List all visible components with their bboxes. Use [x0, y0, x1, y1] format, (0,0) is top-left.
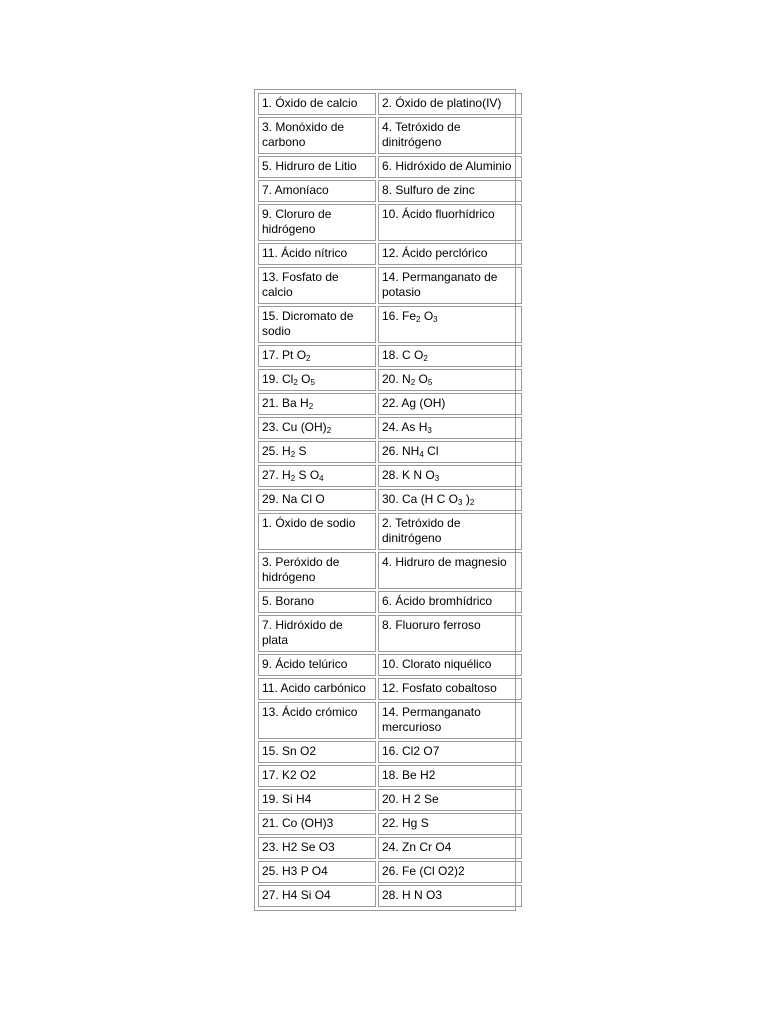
exercise-cell: [258, 813, 376, 835]
cell-text: 13. Fosfato de calcio: [262, 270, 339, 299]
table-row: [258, 465, 522, 487]
table-row: [258, 117, 522, 154]
table-row: [258, 267, 522, 304]
table-row: [258, 369, 522, 391]
table-row: [258, 489, 522, 511]
table-row: [258, 393, 522, 415]
exercise-cell: [378, 204, 522, 241]
exercise-cell: [378, 393, 522, 415]
exercise-cell: [258, 885, 376, 907]
table-row: [258, 417, 522, 439]
table-row: [258, 789, 522, 811]
exercise-cell: [258, 369, 376, 391]
cell-text: 16. Fe: [382, 309, 417, 323]
exercise-cell: [258, 417, 376, 439]
cell-text: 11. Ácido nítrico: [262, 246, 348, 260]
table-row: [258, 591, 522, 613]
table-row: [258, 552, 522, 589]
cell-text: 3. Monóxido de carbono: [262, 120, 345, 149]
cell-text: 18. C O: [382, 348, 424, 362]
cell-text: 8. Sulfuro de zinc: [382, 183, 475, 197]
exercise-cell: [378, 765, 522, 787]
exercise-cell: [258, 345, 376, 367]
cell-text: 11. Acido carbónico: [262, 681, 366, 695]
exercise-cell: [378, 180, 522, 202]
exercise-cell: [378, 837, 522, 859]
exercise-cell: [258, 267, 376, 304]
exercise-cell: [378, 591, 522, 613]
cell-text: 6. Ácido bromhídrico: [382, 594, 493, 608]
exercise-cell: [258, 489, 376, 511]
exercise-cell: [378, 615, 522, 652]
cell-text: 23. Cu (OH): [262, 420, 327, 434]
subscript: 5: [310, 378, 315, 387]
exercise-cell: [258, 741, 376, 763]
cell-text: 19. Cl: [262, 372, 294, 386]
cell-text: 29. Na Cl O: [262, 492, 325, 506]
exercise-cell: [378, 306, 522, 343]
cell-text: 19. Si H4: [262, 792, 312, 806]
cell-text: 8. Fluoruro ferroso: [382, 618, 481, 632]
cell-text: 24. Zn Cr O4: [382, 840, 452, 854]
subscript: 2: [469, 498, 475, 507]
subscript: 2: [308, 402, 314, 411]
cell-text: 10. Clorato niquélico: [382, 657, 492, 671]
cell-text: 5. Borano: [262, 594, 315, 608]
cell-text: 6. Hidróxido de Aluminio: [382, 159, 512, 173]
cell-text: 5. Hidruro de Litio: [262, 159, 357, 173]
cell-text: 18. Be H2: [382, 768, 436, 782]
table-row: [258, 678, 522, 700]
table-row: [258, 513, 522, 550]
cell-text: 10. Ácido fluorhídrico: [382, 207, 495, 221]
exercise-cell: [378, 489, 522, 511]
subscript: 2: [416, 315, 421, 324]
cell-text: 14. Permanganato mercurioso: [382, 705, 481, 734]
subscript: 3: [433, 315, 438, 324]
subscript: 5: [427, 378, 433, 387]
cell-text: 20. H 2 Se: [382, 792, 439, 806]
table-row: [258, 861, 522, 883]
cell-text: 7. Hidróxido de plata: [262, 618, 343, 647]
table-row: [258, 306, 522, 343]
cell-text: 4. Hidruro de magnesio: [382, 555, 507, 569]
subscript: 4: [319, 474, 324, 483]
exercise-cell: [378, 861, 522, 883]
exercise-table-body: [258, 93, 522, 907]
cell-text: 17. K2 O2: [262, 768, 317, 782]
cell-text: 26. NH: [382, 444, 420, 458]
subscript: 2: [290, 450, 296, 459]
cell-text: 27. H4 Si O4: [262, 888, 331, 902]
cell-text: S O: [295, 468, 320, 482]
exercise-cell: [378, 417, 522, 439]
cell-text: 15. Sn O2: [262, 744, 317, 758]
exercise-cell: [258, 654, 376, 676]
cell-text: ): [462, 492, 470, 506]
exercise-cell: [378, 93, 522, 115]
exercise-cell: [258, 117, 376, 154]
table-row: [258, 813, 522, 835]
cell-text: 28. K N O: [382, 468, 435, 482]
cell-text: 20. N: [382, 372, 411, 386]
exercise-cell: [258, 393, 376, 415]
table-row: [258, 93, 522, 115]
exercise-cell: [258, 837, 376, 859]
exercise-cell: [378, 741, 522, 763]
exercise-cell: [378, 441, 522, 463]
cell-text: 23. H2 Se O3: [262, 840, 335, 854]
exercise-cell: [258, 204, 376, 241]
exercise-cell: [378, 243, 522, 265]
table-row: [258, 654, 522, 676]
cell-text: 21. Ba H: [262, 396, 309, 410]
exercise-cell: [258, 180, 376, 202]
subscript: 2: [290, 474, 296, 483]
cell-text: 1. Óxido de calcio: [262, 96, 358, 110]
cell-text: 25. H3 P O4: [262, 864, 328, 878]
subscript: 3: [427, 426, 432, 435]
table-row: [258, 204, 522, 241]
exercise-cell: [378, 465, 522, 487]
table-row: [258, 837, 522, 859]
exercise-cell: [258, 615, 376, 652]
exercise-cell: [378, 813, 522, 835]
nomenclature-exercise-table: [256, 91, 524, 909]
table-row: [258, 615, 522, 652]
table-row: [258, 702, 522, 739]
exercise-cell: [258, 789, 376, 811]
subscript: 2: [306, 354, 311, 363]
table-row: [258, 156, 522, 178]
cell-text: 16. Cl2 O7: [382, 744, 440, 758]
cell-text: 12. Fosfato cobaltoso: [382, 681, 497, 695]
exercise-cell: [258, 702, 376, 739]
cell-text: 14. Permanganato de potasio: [382, 270, 498, 299]
cell-text: 24. As H: [382, 420, 428, 434]
cell-text: O: [415, 372, 428, 386]
exercise-cell: [258, 156, 376, 178]
cell-text: O: [297, 372, 311, 386]
cell-text: 27. H: [262, 468, 291, 482]
exercise-cell: [258, 93, 376, 115]
cell-text: 28. H N O3: [382, 888, 443, 902]
subscript: 2: [410, 378, 416, 387]
subscript: 2: [326, 426, 332, 435]
exercise-cell: [258, 465, 376, 487]
cell-text: S: [295, 444, 307, 458]
table-row: [258, 441, 522, 463]
cell-text: 9. Ácido telúrico: [262, 657, 348, 671]
table-row: [258, 345, 522, 367]
table-row: [258, 180, 522, 202]
cell-text: 1. Óxido de sodio: [262, 516, 356, 530]
exercise-cell: [258, 243, 376, 265]
exercise-cell: [378, 156, 522, 178]
exercise-table-frame: [254, 89, 516, 911]
cell-text: 13. Ácido crómico: [262, 705, 358, 719]
cell-text: 15. Dicromato de sodio: [262, 309, 354, 338]
cell-text: 30. Ca (H C O: [382, 492, 459, 506]
exercise-cell: [378, 117, 522, 154]
cell-text: 2. Tetróxido de dinitrógeno: [382, 516, 461, 545]
table-row: [258, 741, 522, 763]
exercise-cell: [378, 654, 522, 676]
cell-text: 26. Fe (Cl O2)2: [382, 864, 465, 878]
cell-text: 7. Amoníaco: [262, 183, 329, 197]
cell-text: 22. Hg S: [382, 816, 429, 830]
cell-text: 3. Peróxido de hidrógeno: [262, 555, 340, 584]
cell-text: 17. Pt O: [262, 348, 307, 362]
exercise-cell: [378, 345, 522, 367]
exercise-cell: [378, 885, 522, 907]
cell-text: 22. Ag (OH): [382, 396, 446, 410]
subscript: 3: [434, 474, 440, 483]
exercise-cell: [258, 678, 376, 700]
table-row: [258, 243, 522, 265]
cell-text: 12. Ácido perclórico: [382, 246, 488, 260]
exercise-cell: [378, 678, 522, 700]
cell-text: Cl: [423, 444, 439, 458]
exercise-cell: [258, 861, 376, 883]
exercise-cell: [258, 306, 376, 343]
subscript: 3: [458, 498, 463, 507]
cell-text: 4. Tetróxido de dinitrógeno: [382, 120, 461, 149]
exercise-cell: [258, 552, 376, 589]
table-row: [258, 765, 522, 787]
exercise-cell: [258, 591, 376, 613]
exercise-cell: [378, 702, 522, 739]
exercise-cell: [258, 765, 376, 787]
exercise-cell: [378, 267, 522, 304]
cell-text: 21. Co (OH)3: [262, 816, 334, 830]
exercise-cell: [258, 441, 376, 463]
subscript: 2: [293, 378, 298, 387]
cell-text: 9. Cloruro de hidrógeno: [262, 207, 332, 236]
subscript: 4: [419, 450, 424, 459]
exercise-cell: [378, 552, 522, 589]
exercise-cell: [378, 513, 522, 550]
cell-text: O: [420, 309, 434, 323]
cell-text: 25. H: [262, 444, 291, 458]
cell-text: 2. Óxido de platino(IV): [382, 96, 502, 110]
exercise-cell: [258, 513, 376, 550]
exercise-cell: [378, 789, 522, 811]
subscript: 2: [423, 354, 428, 363]
exercise-cell: [378, 369, 522, 391]
table-row: [258, 885, 522, 907]
